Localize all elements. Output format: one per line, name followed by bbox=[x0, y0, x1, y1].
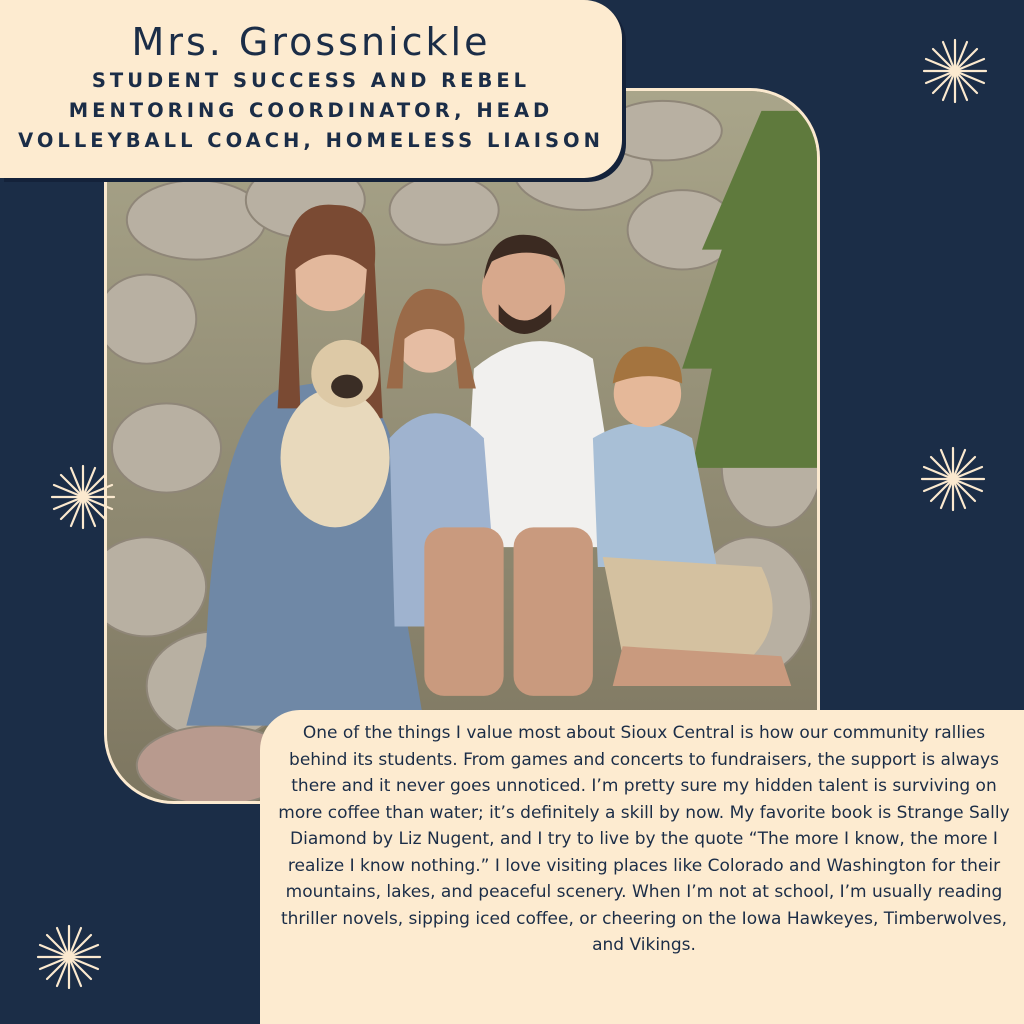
title-card bbox=[0, 0, 622, 178]
sparkle-icon bbox=[922, 38, 988, 104]
sparkle-icon bbox=[920, 446, 986, 512]
bio-card bbox=[260, 710, 1024, 1024]
sparkle-icon bbox=[36, 924, 102, 990]
bio-text: One of the things I value most about Sioux Central is how our community rallies behind its students. From games and concerts to fundraisers, the support is always there and it never goes unnoticed. I’m pretty sure my hidden talent is surviving on more coffee than water; it’s definitely a skill by now. My favorite book is Strange Sally Diamond by Liz Nugent, and I try to live by the quote “The more I know, the more I realize I know nothing.” I love visiting places like Colorado and Washington for their mountains, lakes, and peaceful scenery. When I’m not at school, I’m usually reading thriller novels, sipping iced coffee, or cheering on the Iowa Hawkeyes, Timberwolves, and Vikings. bbox=[278, 723, 1010, 955]
family-photo bbox=[104, 88, 820, 804]
role-subtitle: STUDENT SUCCESS AND REBEL MENTORING COORDINATOR, HEAD VOLLEYBALL COACH, HOMELESS LIAISON bbox=[18, 69, 604, 152]
sparkle-icon bbox=[50, 464, 116, 530]
page-title: Mrs. Grossnickle bbox=[131, 20, 491, 64]
